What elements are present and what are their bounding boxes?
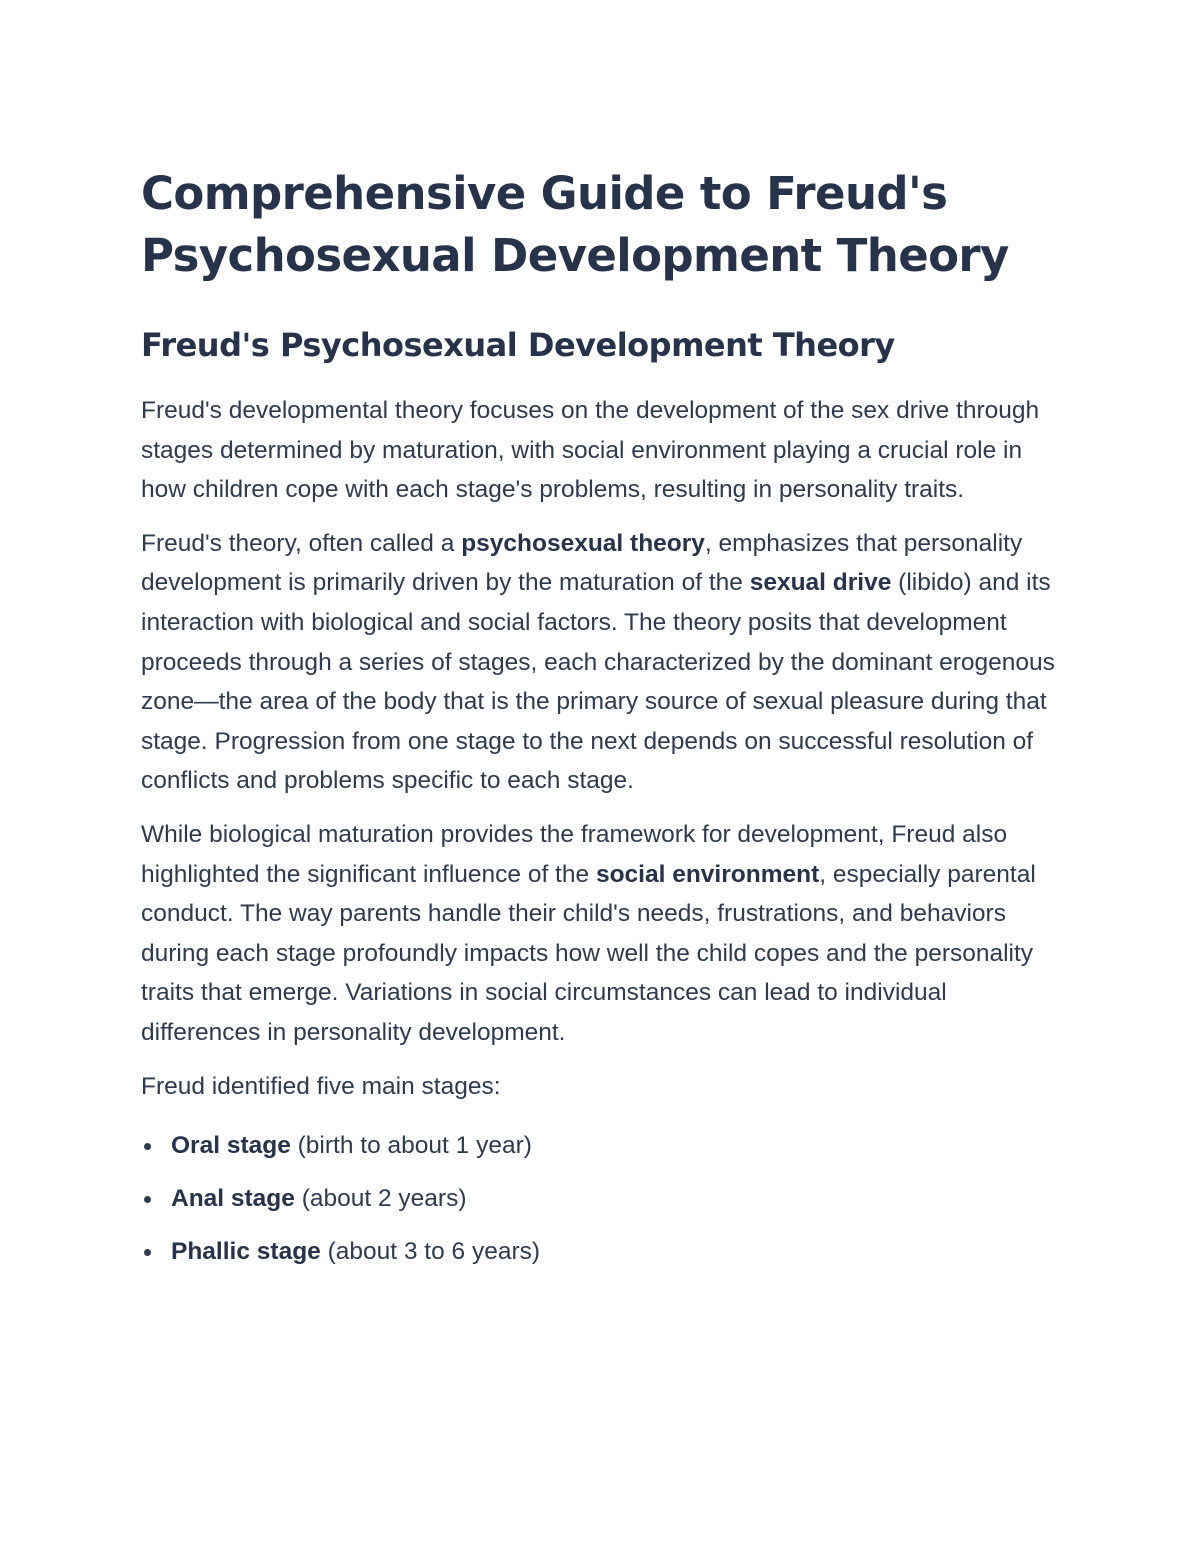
environment-text-2: , especially parental conduct. The way parents handle their child's needs, frustrations, and behaviors during each stage profoundly impacts how well the child copes and the personality traits that emerge. Variations in social circumstances can lead to individual differences in personality development. <box>141 860 1036 1046</box>
document-page <box>141 163 1071 1285</box>
environment-paragraph <box>141 815 1071 1053</box>
theory-text-1: Freud's theory, often called a <box>141 529 462 557</box>
theory-bold-sexual-drive: sexual drive <box>749 569 892 597</box>
theory-paragraph <box>141 524 1071 801</box>
bullet-icon <box>144 1196 151 1203</box>
list-item <box>141 1126 1071 1166</box>
stage-detail: (about 3 to 6 years) <box>320 1238 541 1266</box>
stage-name: Oral stage <box>171 1132 291 1160</box>
document-title: Comprehensive Guide to Freud's Psychosexual Development Theory <box>141 167 1009 282</box>
theory-bold-psychosexual: psychosexual theory <box>461 529 705 557</box>
intro-paragraph: Freud's developmental theory focuses on the development of the sex drive through stages determined by maturation, with social environment playing a crucial role in how children cope with each stage's problems, resulting in personality traits. <box>141 397 1040 504</box>
bullet-icon <box>144 1143 151 1150</box>
bullet-icon <box>144 1249 151 1256</box>
theory-text-2: , emphasizes that personality development is primarily driven by the maturation of the <box>141 529 1023 597</box>
list-item <box>141 1232 1071 1272</box>
stage-name: Anal stage <box>171 1185 295 1213</box>
theory-text-3: (libido) and its interaction with biological and social factors. The theory posits that development proceeds through a series of stages, each characterized by the dominant erogenous zone—the area of the body that is the primary source of sexual pleasure during that stage. Progression from one stage to the next depends on successful resolution of conflicts and problems specific to each stage. <box>141 569 1055 795</box>
stage-detail: (birth to about 1 year) <box>290 1132 532 1160</box>
stages-list <box>141 1126 1071 1272</box>
environment-text-1: While biological maturation provides the framework for development, Freud also highlighted the significant influence of the <box>141 820 1008 888</box>
stages-intro-paragraph: Freud identified five main stages: <box>141 1072 501 1100</box>
list-item <box>141 1179 1071 1219</box>
stage-detail: (about 2 years) <box>294 1185 467 1213</box>
section-heading: Freud's Psychosexual Development Theory <box>141 326 895 364</box>
stage-name: Phallic stage <box>171 1238 321 1266</box>
environment-bold-social: social environment <box>595 860 820 888</box>
